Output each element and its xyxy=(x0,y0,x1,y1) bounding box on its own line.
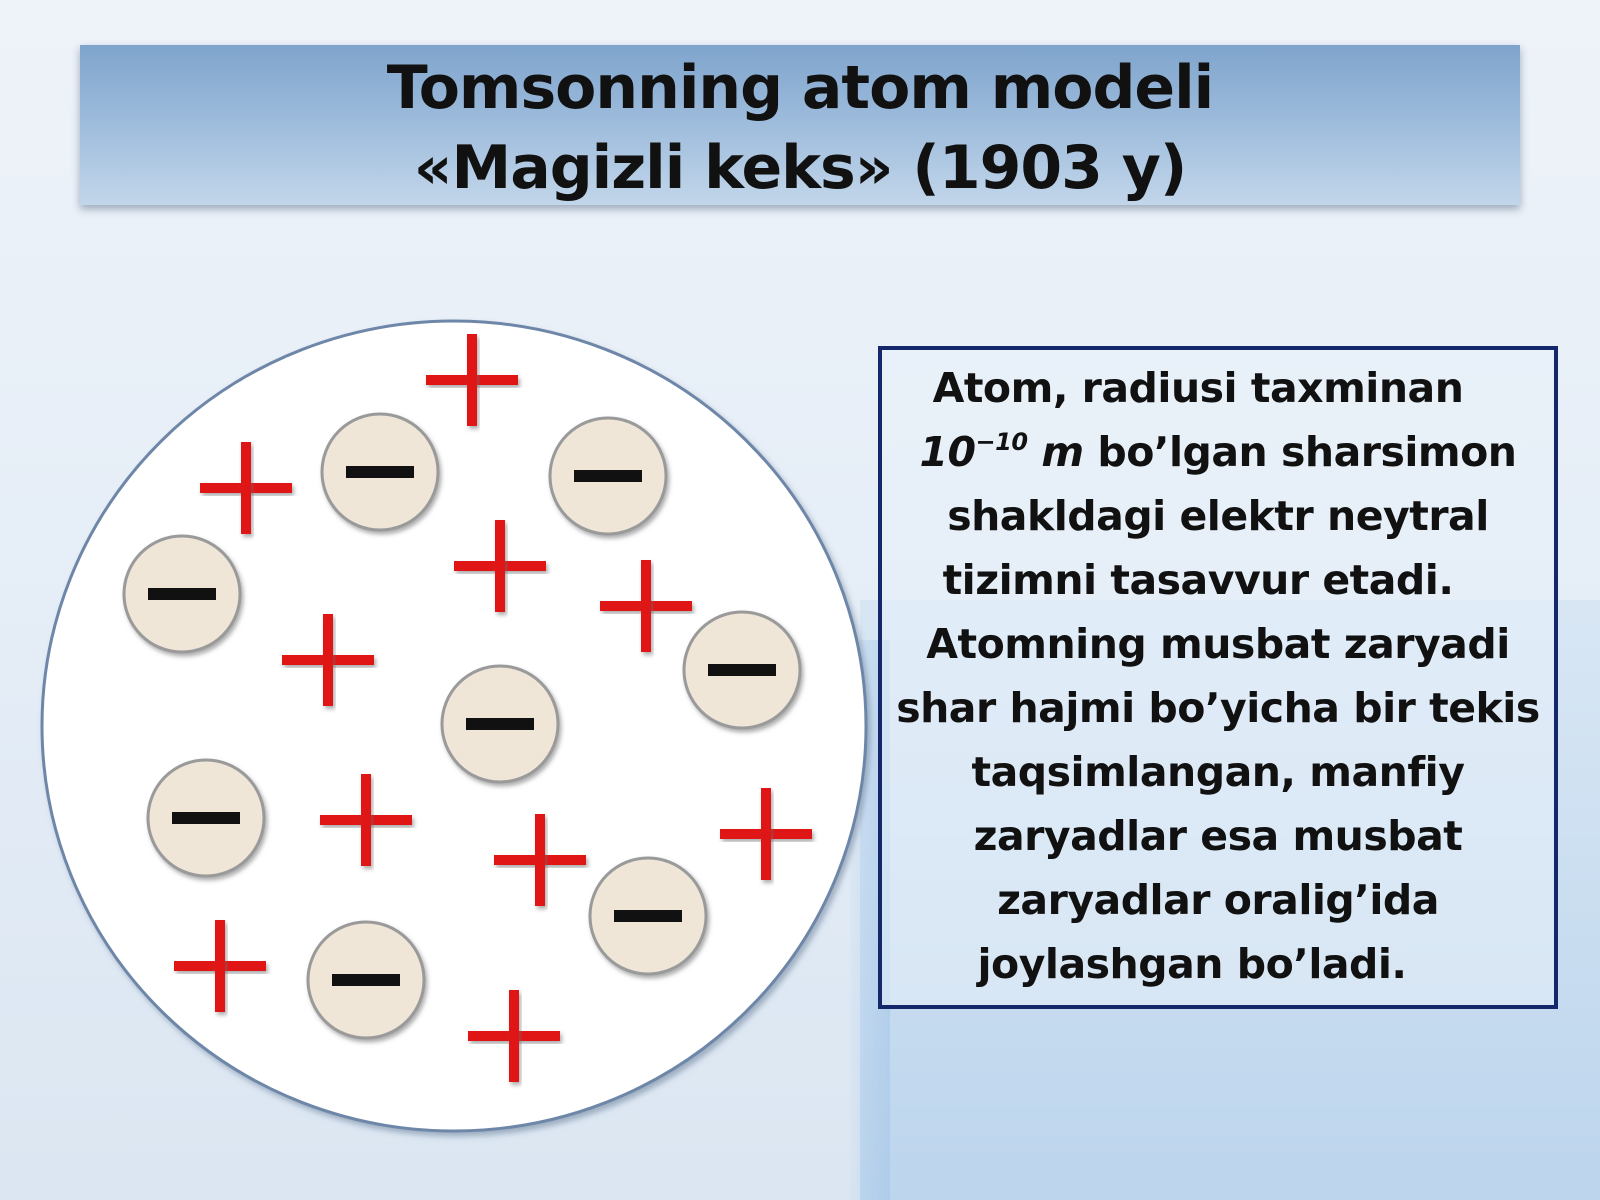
electron-4 xyxy=(684,612,800,728)
title-line-2: «Magizli keks» (1903 y) xyxy=(413,133,1187,203)
description-line-2-rest: bo’lgan sharsimon xyxy=(1097,428,1517,476)
electron-1 xyxy=(322,414,438,530)
description-line-7: taqsimlangan, manfiy xyxy=(971,748,1465,796)
description-line-10: joylashgan bo’ladi. xyxy=(977,940,1407,988)
electron-5 xyxy=(442,666,558,782)
description-box xyxy=(878,346,1558,1009)
description-line-1: Atom, radiusi taxminan xyxy=(932,364,1464,412)
electron-3 xyxy=(124,536,240,652)
exponent-power: −10 xyxy=(975,428,1028,456)
description-line-4: tizimni tasavvur etadi. xyxy=(942,556,1454,604)
description-line-8: zaryadlar esa musbat xyxy=(973,812,1463,860)
unit-meter: m xyxy=(1041,428,1084,476)
description-line-3: shakldagi elektr neytral xyxy=(947,492,1489,540)
electron-2 xyxy=(550,418,666,534)
description-line-6: shar hajmi bo’yicha bir tekis xyxy=(896,684,1540,732)
description-line-5: Atomning musbat zaryadi xyxy=(926,620,1510,668)
electron-8 xyxy=(308,922,424,1038)
exponent-base: 10 xyxy=(919,428,976,476)
electron-6 xyxy=(148,760,264,876)
description-line-2 xyxy=(882,428,1554,476)
description-line-9: zaryadlar oralig’ida xyxy=(997,876,1439,924)
electron-7 xyxy=(590,858,706,974)
title-line-1: Tomsonning atom modeli xyxy=(386,53,1214,123)
